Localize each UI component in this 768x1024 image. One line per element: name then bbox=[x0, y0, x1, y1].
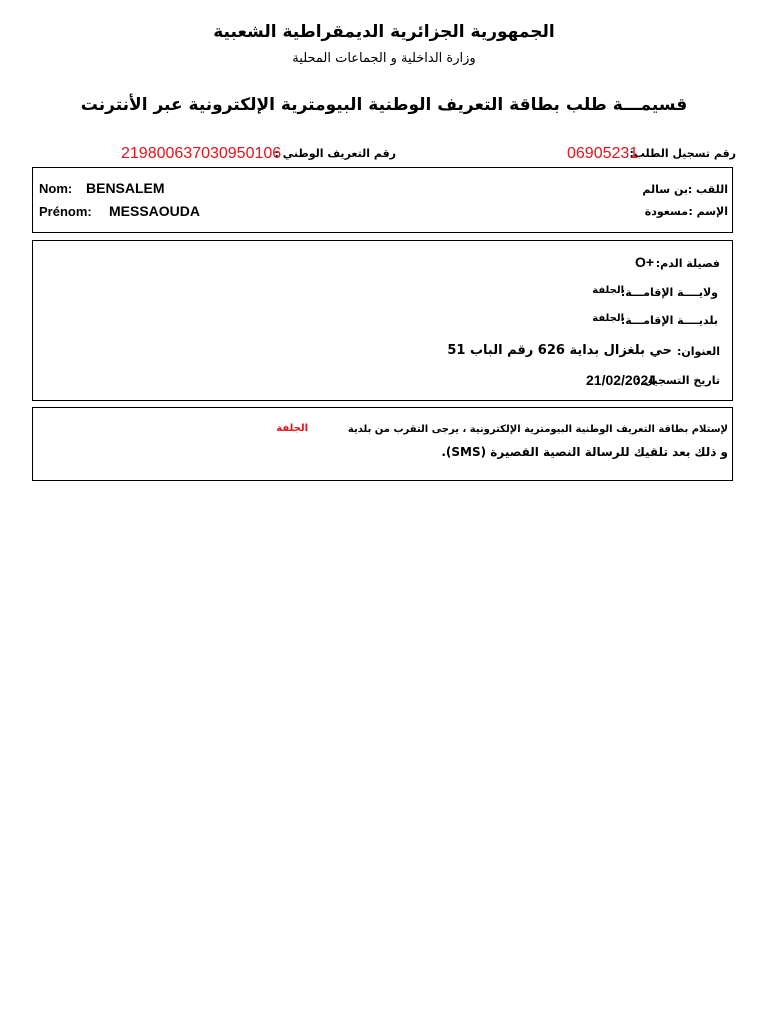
nin-label: رقم التعريف الوطني : bbox=[274, 147, 396, 160]
prenom-label: Prénom: bbox=[39, 204, 92, 219]
blood-value: O+ bbox=[635, 254, 655, 270]
nin-value: 219800637030950106 bbox=[121, 145, 282, 162]
nom-label: Nom: bbox=[39, 181, 73, 196]
notice-line-2: و ذلك بعد تلقيك للرسالة النصية القصيرة (SMS). bbox=[441, 445, 728, 459]
date-value: 21/02/2024 bbox=[586, 372, 657, 388]
notice-commune: الجلفة bbox=[276, 423, 308, 434]
ministry-subtitle: وزارة الداخلية و الجماعات المحلية bbox=[292, 51, 476, 66]
address-label: العنوان: bbox=[676, 345, 720, 358]
identity-box bbox=[32, 167, 733, 233]
firstname-ar-label: الإسم : bbox=[688, 205, 728, 218]
surname-ar-value: بن سالم bbox=[642, 183, 688, 196]
republic-title: الجمهورية الجزائرية الديمقراطية الشعبية bbox=[213, 22, 555, 42]
surname-ar-label: اللقب : bbox=[687, 183, 728, 196]
nom-value: BENSALEM bbox=[86, 180, 165, 196]
request-number-label: رقم تسجيل الطلب: bbox=[629, 147, 736, 160]
wilaya-label: ولايــــة الإقامـــة: bbox=[620, 286, 718, 299]
prenom-value: MESSAOUDA bbox=[109, 203, 201, 219]
blood-label: فصيلة الدم: bbox=[655, 257, 720, 270]
page-title: قسيمـــة طلب بطاقة التعريف الوطنية البيومترية الإلكترونية عبر الأنترنت bbox=[80, 95, 688, 115]
wilaya-value: الجلفة bbox=[592, 285, 624, 296]
notice-line-1: لإستلام بطاقة التعريف الوطنية البيومترية الإلكترونية ، يرجى التقرب من بلدية bbox=[347, 424, 728, 435]
commune-label: بلديــــة الإقامـــة: bbox=[620, 314, 718, 327]
address-value: حي بلغزال بداية 626 رقم الباب 51 bbox=[447, 343, 672, 358]
notice-box bbox=[32, 407, 733, 481]
request-number-value: 06905231 bbox=[567, 145, 639, 162]
commune-value: الجلفة bbox=[592, 313, 624, 324]
firstname-ar-value: مسعودة bbox=[644, 205, 688, 218]
details-box bbox=[32, 240, 733, 401]
date-label: تاريخ التسجيل : bbox=[635, 374, 720, 387]
